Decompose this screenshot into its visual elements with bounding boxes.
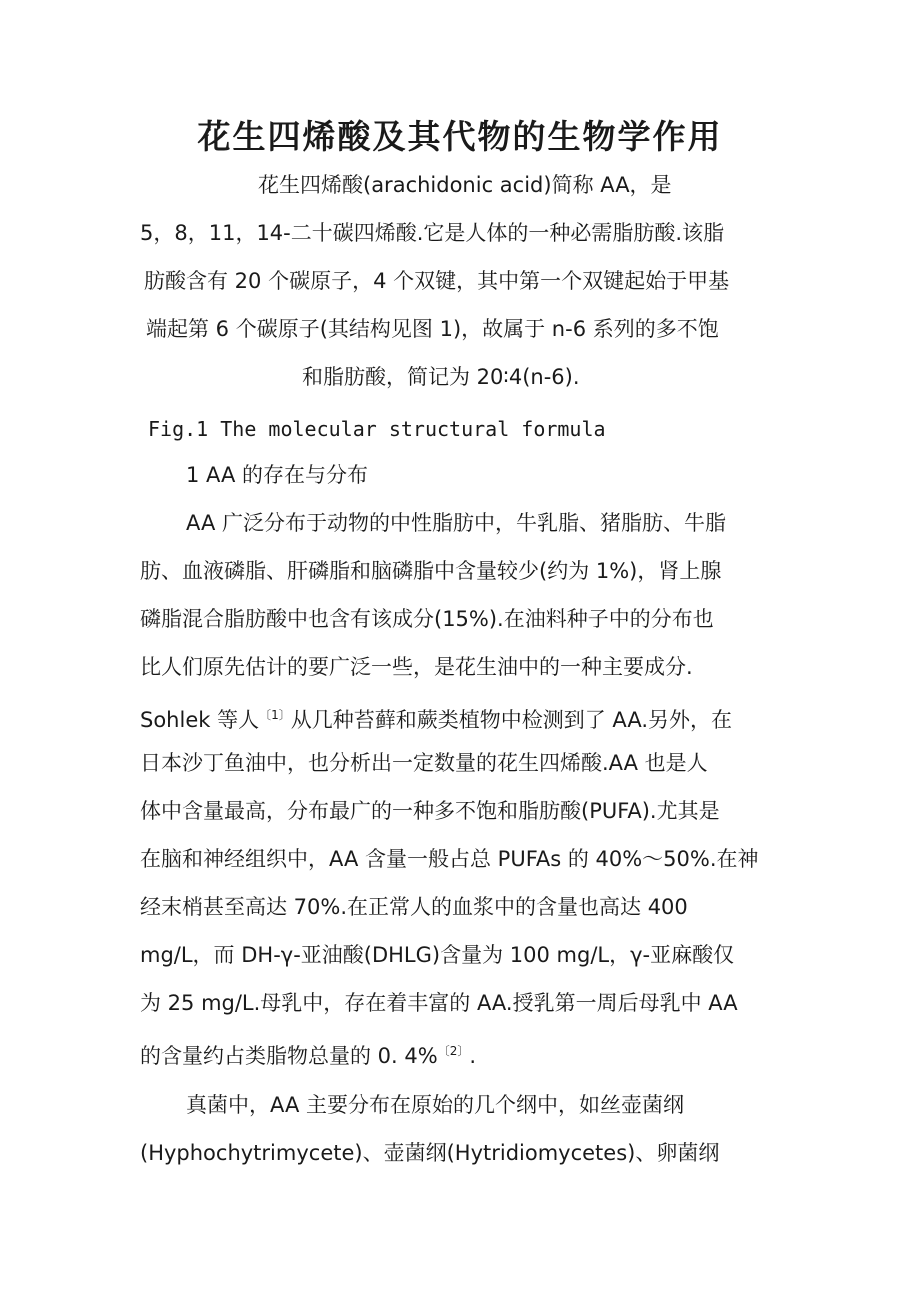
paragraph-line: mg/L，而 DH-γ-亚油酸(DHLG)含量为 100 mg/L，γ-亚麻酸仅 [140, 943, 735, 967]
text-segment: 的含量约占类脂物总量的 0. 4% [140, 1044, 438, 1068]
intro-line: 5，8，11，14-二十碳四烯酸.它是人体的一种必需脂肪酸.该脂 [140, 221, 725, 245]
paragraph-line: 真菌中，AA 主要分布在原始的几个纲中，如丝壶菌纲 [186, 1093, 684, 1117]
intro-line: 和脂肪酸，简记为 20∶4(n-6). [302, 365, 580, 389]
paragraph-line: 肪、血液磷脂、肝磷脂和脑磷脂中含量较少(约为 1%)，肾上腺 [140, 559, 722, 583]
paragraph-line: 在脑和神经组织中，AA 含量一般占总 PUFAs 的 40%～50%.在神 [140, 847, 759, 871]
text-segment: Sohlek 等人 [140, 708, 260, 732]
paragraph-line: 比人们原先估计的要广泛一些，是花生油中的一种主要成分. [140, 655, 693, 679]
text-segment: 从几种苔藓和蕨类植物中检测到了 AA.另外，在 [290, 708, 733, 732]
section-heading: 1 AA 的存在与分布 [186, 463, 369, 487]
citation-ref: 〔2〕 [437, 1044, 470, 1058]
intro-line: 肪酸含有 20 个碳原子，4 个双键，其中第一个双键起始于甲基 [144, 269, 730, 293]
paragraph-line: 为 25 mg/L.母乳中，存在着丰富的 AA.授乳第一周后母乳中 AA [140, 991, 738, 1015]
intro-line: 花生四烯酸(arachidonic acid)简称 AA，是 [258, 173, 672, 197]
paragraph-line: 日本沙丁鱼油中，也分析出一定数量的花生四烯酸.AA 也是人 [140, 751, 708, 775]
paragraph-line-with-citation [140, 700, 732, 735]
paragraph-line: (Hyphochytrimycete)、壶菌纲(Hytridiomycetes)、卵菌纲 [140, 1141, 720, 1165]
paragraph-line: 体中含量最高，分布最广的一种多不饱和脂肪酸(PUFA).尤其是 [140, 799, 720, 823]
citation-ref: 〔1〕 [259, 708, 291, 722]
intro-line: 端起第 6 个碳原子(其结构见图 1)，故属于 n-6 系列的多不饱 [146, 317, 719, 341]
document-title: 花生四烯酸及其代物的生物学作用 [197, 117, 723, 156]
paragraph-line: 磷脂混合脂肪酸中也含有该成分(15%).在油料种子中的分布也 [140, 607, 714, 631]
paragraph-line-with-citation [140, 1036, 476, 1071]
paragraph-line: AA 广泛分布于动物的中性脂肪中，牛乳脂、猪脂肪、牛脂 [186, 511, 726, 535]
paragraph-line: 经末梢甚至高达 70%.在正常人的血浆中的含量也高达 400 [140, 895, 688, 919]
text-segment: . [469, 1044, 477, 1068]
figure-caption: Fig.1 The molecular structural formula [148, 417, 606, 441]
